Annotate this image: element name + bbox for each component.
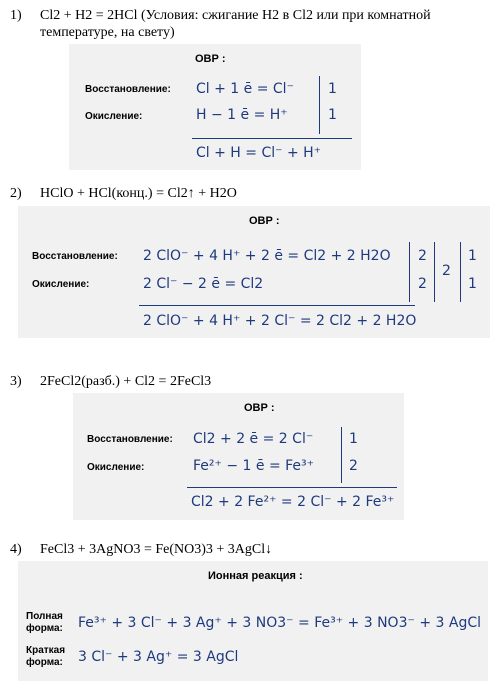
reaction-1-text: Cl2 + H2 = 2HCl (Условия: сжигание H2 в Cl2 или при комнатной: [40, 8, 431, 23]
reaction-3-number: 3): [10, 374, 22, 389]
box-1-sum-eq: Cl + H = Cl⁻ + H⁺: [196, 145, 322, 161]
reaction-1-number: 1): [10, 8, 22, 23]
reaction-4-number: 4): [10, 542, 22, 557]
box-3-oxidation-eq: Fe²⁺ − 1 ē = Fe³⁺: [193, 458, 315, 474]
box-2-reduction-coef-2: 1: [468, 248, 477, 264]
box-3-reduction-label: Восстановление:: [87, 434, 173, 445]
box-2-oxidation-eq: 2 Cl⁻ − 2 ē = Cl2: [143, 276, 264, 292]
redox-box-3: [73, 393, 404, 520]
box-4-short-label-2: форма:: [26, 657, 63, 668]
box-3-sum-eq: Cl2 + 2 Fe²⁺ = 2 Cl⁻ + 2 Fe³⁺: [191, 494, 395, 510]
box-3-reduction-coef: 1: [349, 431, 358, 447]
reaction-1-heading: [10, 7, 431, 24]
box-2-reduction-eq: 2 ClO⁻ + 4 H⁺ + 2 ē = Cl2 + 2 H2O: [143, 248, 391, 264]
box-1-title: ОВР :: [195, 53, 226, 65]
reaction-4-heading: [10, 541, 272, 558]
box-2-oxidation-coef-2: 1: [468, 276, 477, 292]
box-3-oxidation-coef: 2: [349, 458, 358, 474]
box-3-reduction-eq: Cl2 + 2 ē = 2 Cl⁻: [193, 431, 314, 447]
box-2-divider-horizontal: [139, 305, 415, 306]
box-4-full-label-2: форма:: [26, 623, 63, 634]
box-2-lcm: 2: [442, 263, 451, 279]
box-2-sum-eq: 2 ClO⁻ + 4 H⁺ + 2 Cl⁻ = 2 Cl2 + 2 H2O: [143, 313, 417, 329]
box-1-oxidation-coef: 1: [328, 107, 337, 123]
box-1-reduction-coef: 1: [328, 81, 337, 97]
box-2-oxidation-label: Окисление:: [32, 279, 90, 290]
box-2-reduction-label: Восстановление:: [32, 251, 118, 262]
box-2-title: ОВР :: [249, 215, 280, 227]
box-4-full-label-1: Полная: [26, 611, 63, 622]
reaction-3-heading: [10, 373, 211, 390]
box-3-title: ОВР :: [244, 402, 275, 414]
box-3-divider-horizontal: [187, 487, 397, 488]
box-2-divider-vertical-3: [460, 242, 461, 302]
box-1-reduction-eq: Cl + 1 ē = Cl⁻: [196, 81, 294, 97]
box-1-divider-vertical: [319, 76, 320, 134]
reaction-2-heading: [10, 185, 237, 202]
reaction-3-text: 2FeCl2(разб.) + Cl2 = 2FeCl3: [40, 374, 212, 389]
box-2-oxidation-coef-1: 2: [418, 276, 427, 292]
box-4-title: Ионная реакция :: [208, 570, 303, 582]
box-4-short-label-1: Краткая: [26, 645, 66, 656]
box-2-divider-vertical-1: [409, 242, 410, 302]
redox-box-2: [18, 206, 490, 338]
box-4-full-eq: Fe³⁺ + 3 Cl⁻ + 3 Ag⁺ + 3 NO3⁻ = Fe³⁺ + 3 NO3⁻ + 3 AgCl: [78, 615, 481, 631]
box-2-divider-vertical-2: [434, 242, 435, 302]
reaction-1-text-cont: температуре, на свету): [40, 25, 175, 40]
ionic-box-4: [18, 561, 488, 681]
box-3-divider-vertical: [341, 427, 342, 483]
reaction-2-number: 2): [10, 186, 22, 201]
reaction-1-heading-cont: [40, 24, 175, 41]
box-1-oxidation-label: Окисление:: [85, 111, 143, 122]
box-1-oxidation-eq: H − 1 ē = H⁺: [196, 107, 288, 123]
box-3-oxidation-label: Окисление:: [87, 462, 145, 473]
reaction-4-text: FeCl3 + 3AgNO3 = Fe(NO3)3 + 3AgCl↓: [40, 542, 273, 557]
box-2-reduction-coef-1: 2: [418, 248, 427, 264]
box-1-divider-horizontal: [192, 138, 352, 139]
redox-box-1: [69, 44, 361, 170]
box-1-reduction-label: Восстановление:: [85, 84, 171, 95]
box-4-short-eq: 3 Cl⁻ + 3 Ag⁺ = 3 AgCl: [78, 649, 239, 665]
reaction-2-text: HClO + HCl(конц.) = Cl2↑ + H2O: [40, 186, 237, 201]
